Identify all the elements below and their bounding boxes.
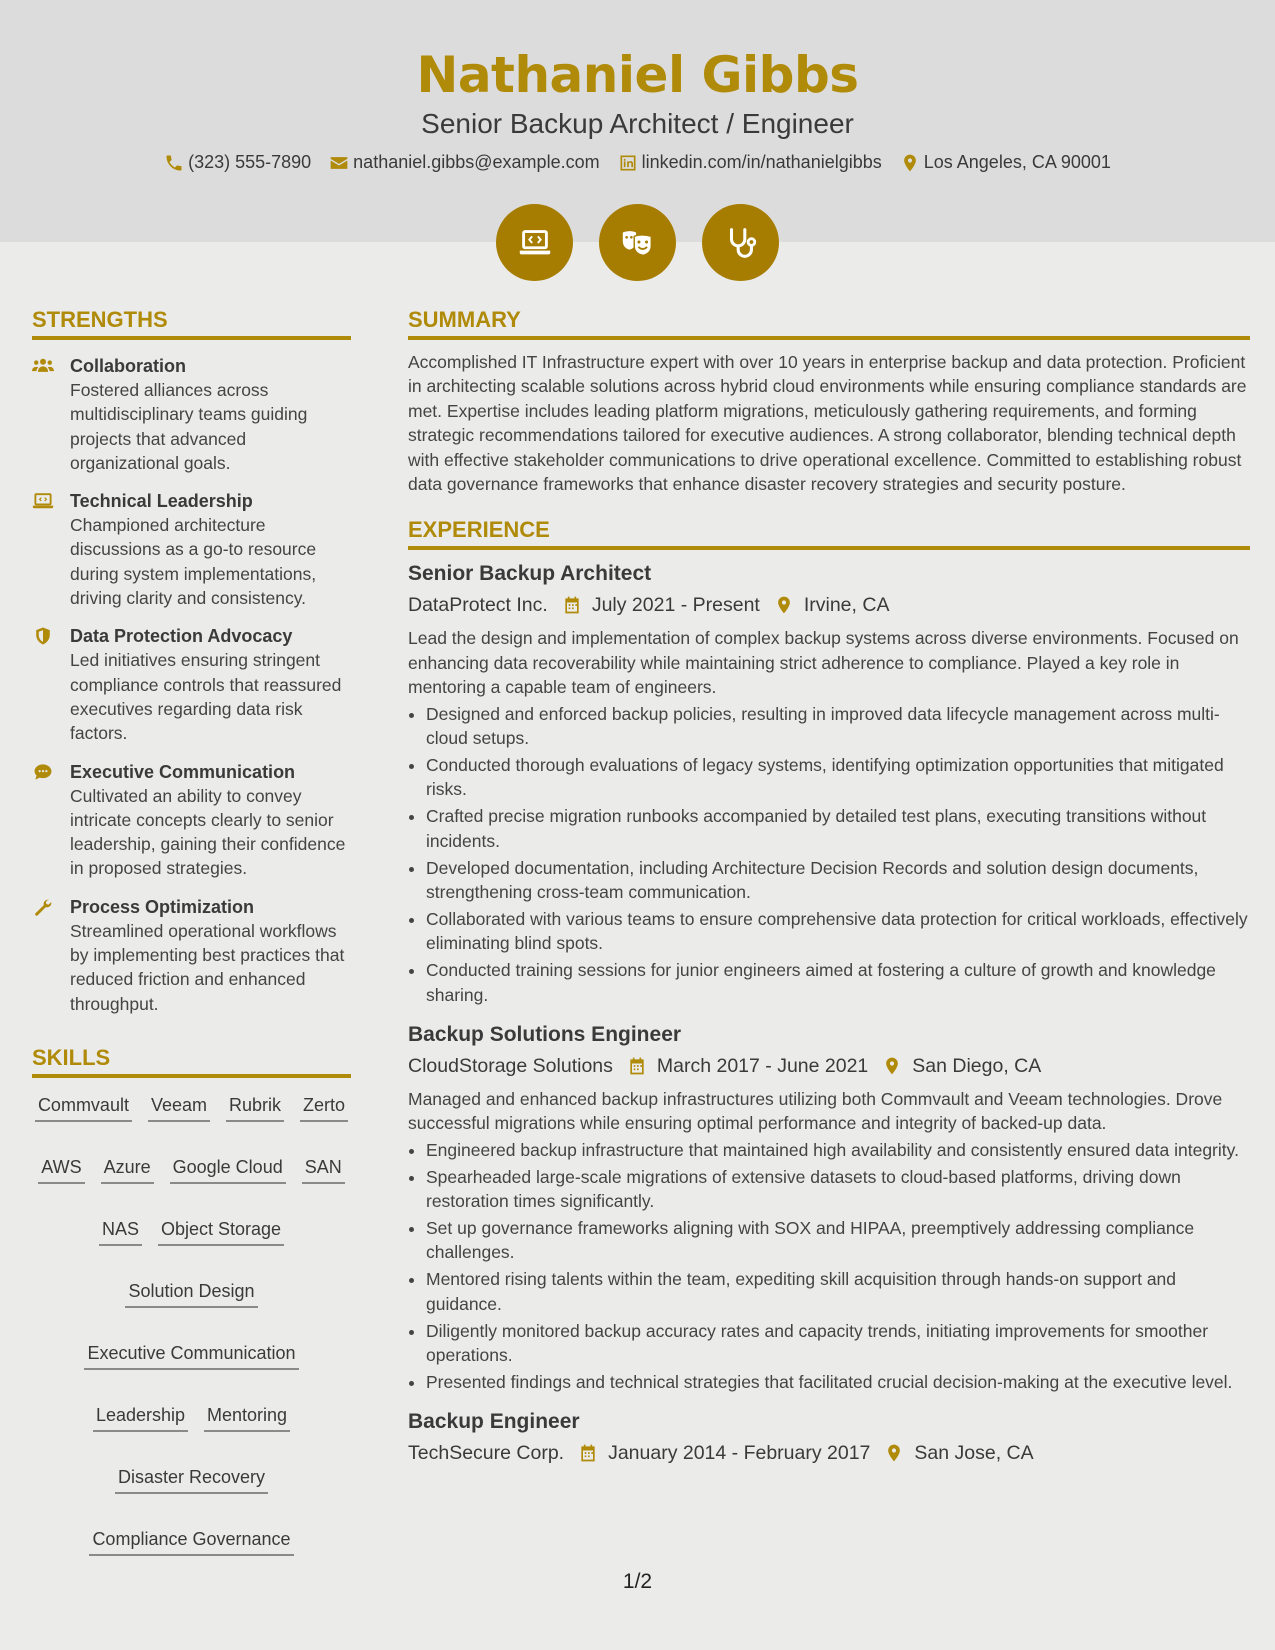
job-bullet: • Diligently monitored backup accuracy rates and capacity trends, initiating improvements for smoother operations. (426, 1319, 1250, 1368)
job-dates: January 2014 - February 2017 (608, 1442, 871, 1465)
candidate-title: Senior Backup Architect / Engineer (421, 108, 854, 139)
strength-title: Collaboration (70, 356, 186, 376)
location-icon (882, 1056, 902, 1076)
job-bullet: • Crafted precise migration runbooks accompanied by detailed test plans, executing transitions without incidents. (426, 804, 1250, 853)
job-role: Backup Solutions Engineer (408, 1023, 682, 1047)
skill-tag: SAN (302, 1156, 345, 1184)
skill-tag: NAS (99, 1218, 142, 1246)
job-company: TechSecure Corp. (408, 1442, 565, 1465)
strength-item (32, 489, 351, 610)
strength-item (32, 895, 351, 1016)
skill-tag: AWS (38, 1156, 84, 1184)
skill-tag: Rubrik (226, 1094, 284, 1122)
skill-tag: Commvault (35, 1094, 132, 1122)
job-role: Backup Engineer (408, 1410, 580, 1434)
job-bullet: • Spearheaded large-scale migrations of extensive datasets to cloud-based platforms, driving down restoration times significantly. (426, 1165, 1250, 1214)
job-bullet: • Designed and enforced backup policies, resulting in improved data lifecycle management across multi-cloud setups. (426, 702, 1250, 751)
skills-heading: SKILLS (32, 1046, 351, 1078)
skills-list (32, 1094, 351, 1556)
contact-location (900, 152, 1111, 173)
job-location: San Jose, CA (914, 1442, 1034, 1465)
strength-desc: Championed architecture discussions as a go-to resource during system implementations, driving clarity and consistency. (70, 515, 317, 609)
job-bullet: • Conducted thorough evaluations of legacy systems, identifying optimization opportunities that mitigated risks. (426, 753, 1250, 802)
linkedin-icon (618, 153, 638, 173)
email-icon (329, 153, 349, 173)
job-location: Irvine, CA (803, 594, 890, 617)
skill-tag: Object Storage (158, 1218, 284, 1246)
job-bullet: • Mentored rising talents within the team, expediting skill acquisition through hands-on support and guidance. (426, 1267, 1250, 1316)
strength-title: Technical Leadership (70, 491, 253, 512)
shield-icon (32, 626, 54, 646)
job-bullets (408, 702, 1250, 1007)
summary-heading: SUMMARY (408, 308, 1250, 340)
right-column (408, 308, 1250, 1466)
job-meta (408, 592, 1250, 618)
skill-tag: Mentoring (204, 1404, 290, 1432)
job-bullet: • Engineered backup infrastructure that maintained high availability and consistently ensured data integrity. (426, 1138, 1250, 1162)
skill-tag: Veeam (148, 1094, 210, 1122)
badge-laptop-code (496, 204, 573, 281)
contact-linkedin-text: linkedin.com/in/nathanielgibbs (641, 152, 882, 172)
calendar-icon (627, 1056, 647, 1076)
skill-tag: Compliance Governance (89, 1528, 293, 1556)
strength-desc: Led initiatives ensuring stringent compliance controls that reassured executives regarding data risk factors. (70, 650, 342, 744)
job-role: Senior Backup Architect (408, 562, 652, 586)
wrench-icon (32, 897, 54, 917)
contact-email[interactable] (329, 152, 599, 173)
comment-icon (32, 762, 54, 782)
summary-text: Accomplished IT Infrastructure expert with over 10 years in enterprise backup and data protection. Proficient in architecting scalable solutions across hybrid cloud environments while ensuring compliance standards are met. Expertise includes leading platform migrations, meticulously gathering requirements, and forming strategic recommendations tailored for executive audiences. A strong collaborator, blending technical depth with effective stakeholder communications to drive operational excellence. Committed to establishing robust data governance frameworks that enhance disaster recovery strategies and security posture. (408, 352, 1247, 495)
contact-phone-text: (323) 555-7890 (188, 152, 312, 172)
contact-phone[interactable] (164, 152, 311, 173)
job-bullet: • Conducted training sessions for junior engineers aimed at fostering a culture of growth and knowledge sharing. (426, 958, 1250, 1007)
badge-stethoscope (702, 204, 779, 281)
skill-tag: Disaster Recovery (115, 1466, 268, 1494)
job-entry (408, 1408, 1250, 1466)
job-desc: Lead the design and implementation of complex backup systems across diverse environments. Focused on enhancing data recoverability while maintaining strict adherence to compliance. Played a key role in mentoring a capable team of engineers. (408, 628, 1239, 698)
page-number: 1/2 (622, 1570, 653, 1593)
laptop-code-icon (516, 224, 554, 262)
job-bullet: • Developed documentation, including Architecture Decision Records and solution design documents, strengthening cross-team communication. (426, 856, 1250, 905)
strength-item (32, 354, 351, 475)
skill-tag: Leadership (93, 1404, 188, 1432)
interest-badges (0, 204, 1275, 281)
job-bullet: • Set up governance frameworks aligning with SOX and HIPAA, preemptively addressing compliance challenges. (426, 1216, 1250, 1265)
job-bullet: • Collaborated with various teams to ensure comprehensive data protection for critical workloads, effectively eliminating blind spots. (426, 907, 1250, 956)
strength-desc: Streamlined operational workflows by implementing best practices that reduced friction and enhanced throughput. (70, 920, 345, 1014)
location-icon (900, 153, 920, 173)
job-dates: July 2021 - Present (591, 594, 760, 617)
phone-icon (164, 153, 184, 173)
job-meta (408, 1440, 1250, 1466)
location-icon (774, 595, 794, 615)
job-dates: March 2017 - June 2021 (656, 1055, 869, 1078)
job-location: San Diego, CA (912, 1055, 1042, 1078)
job-entry (408, 1021, 1250, 1394)
strength-title: Process Optimization (70, 896, 255, 917)
skill-tag: Zerto (300, 1094, 348, 1122)
job-company: CloudStorage Solutions (408, 1055, 613, 1078)
job-meta (408, 1053, 1250, 1079)
skill-tag: Azure (101, 1156, 154, 1184)
contact-linkedin[interactable] (618, 152, 882, 173)
contact-email-text: nathaniel.gibbs@example.com (353, 152, 600, 172)
calendar-icon (562, 595, 582, 615)
job-desc: Managed and enhanced backup infrastructures utilizing both Commvault and Veeam technologies. Drove successful migrations while ensuring optimal performance and integrity of backed-up data. (408, 1089, 1223, 1134)
left-column (32, 308, 351, 1556)
skill-tag: Executive Communication (84, 1342, 298, 1370)
job-bullets (408, 1138, 1250, 1395)
strength-desc: Fostered alliances across multidisciplinary teams guiding projects that advanced organizational goals. (70, 380, 308, 473)
strength-title: Executive Communication (70, 761, 296, 782)
strength-item (32, 760, 351, 881)
calendar-icon (578, 1443, 598, 1463)
stethoscope-icon (722, 224, 760, 262)
job-bullet: • Presented findings and technical strategies that facilitated crucial decision-making at the executive level. (426, 1370, 1250, 1394)
job-entry (408, 560, 1250, 1007)
job-company: DataProtect Inc. (408, 594, 548, 617)
contact-location-text: Los Angeles, CA 90001 (923, 152, 1111, 172)
strengths-heading: STRENGTHS (32, 308, 351, 340)
experience-heading: EXPERIENCE (408, 518, 1250, 550)
contact-bar (0, 152, 1275, 173)
location-icon (884, 1443, 904, 1463)
candidate-name: Nathaniel Gibbs (416, 46, 859, 104)
skill-tag: Solution Design (125, 1280, 257, 1308)
badge-theater-masks (599, 204, 676, 281)
theater-masks-icon (619, 224, 657, 262)
laptop-icon (32, 491, 54, 511)
strength-desc: Cultivated an ability to convey intricate concepts clearly to senior leadership, gaining their confidence in proposed strategies. (70, 785, 346, 879)
skill-tag: Google Cloud (170, 1156, 286, 1184)
users-icon (32, 356, 54, 376)
strength-item (32, 624, 351, 745)
strength-title: Data Protection Advocacy (70, 626, 293, 647)
